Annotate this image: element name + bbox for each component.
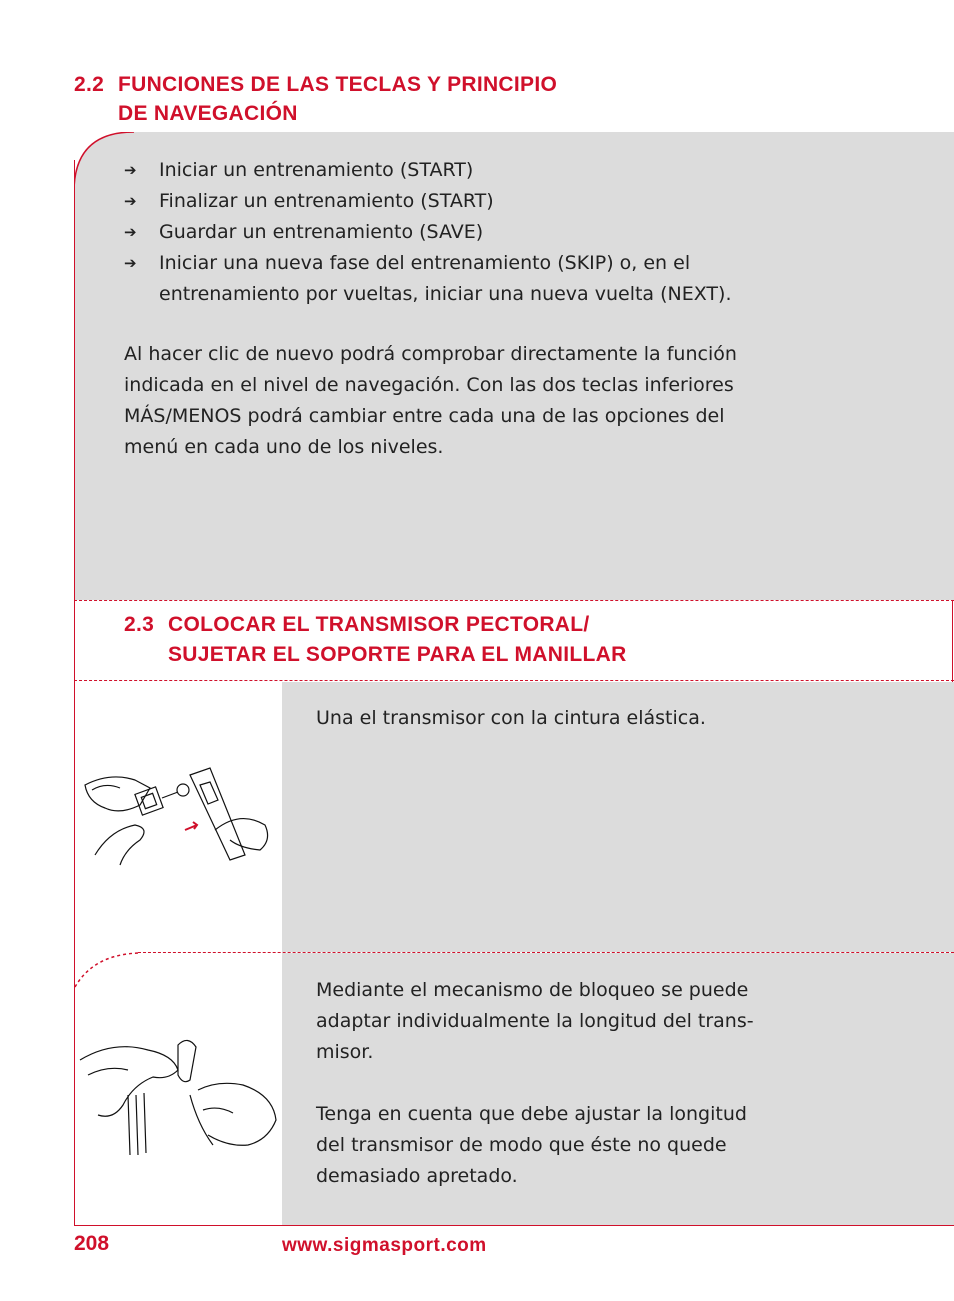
paragraph-line: Al hacer clic de nuevo podrá comprobar directamente la función xyxy=(124,343,737,365)
text-line: Mediante el mecanismo de bloqueo se puede xyxy=(316,979,749,1001)
page-bottom-line xyxy=(74,1225,954,1226)
bullet-list xyxy=(124,155,844,310)
paragraph-line: menú en cada uno de los niveles. xyxy=(124,436,444,458)
section-2-3-heading xyxy=(124,610,627,670)
arrow-right-icon: ➔ xyxy=(124,223,137,241)
section-title-line2: SUJETAR EL SOPORTE PARA EL MANILLAR xyxy=(168,643,627,666)
text-line: adaptar individualmente la longitud del trans- xyxy=(316,1010,754,1032)
dashed-divider xyxy=(74,600,954,601)
section-title-line1: FUNCIONES DE LAS TECLAS Y PRINCIPIO xyxy=(118,73,558,96)
paragraph-line: indicada en el nivel de navegación. Con las dos teclas inferiores xyxy=(124,374,734,396)
section-title-line1: COLOCAR EL TRANSMISOR PECTORAL/ xyxy=(168,613,590,636)
arrow-right-icon: ➔ xyxy=(124,161,137,179)
transmitter-belt-illustration xyxy=(80,760,280,870)
list-item xyxy=(124,155,844,186)
left-border-line xyxy=(74,160,75,1226)
paragraph-line: MÁS/MENOS podrá cambiar entre cada una de las opciones del xyxy=(124,405,725,427)
length-adjustment-illustration xyxy=(78,1035,283,1165)
list-item xyxy=(124,248,844,310)
right-border-line xyxy=(952,600,953,682)
bullet-text-line1: Iniciar una nueva fase del entrenamiento (SKIP) o, en el xyxy=(159,252,691,274)
text-line: Tenga en cuenta que debe ajustar la longitud xyxy=(316,1103,747,1125)
bullet-text: Guardar un entrenamiento (SAVE) xyxy=(159,221,484,243)
text-line: misor. xyxy=(316,1041,374,1063)
list-item xyxy=(124,217,844,248)
bullet-text-line2: entrenamiento por vueltas, iniciar una nueva vuelta (NEXT). xyxy=(159,283,732,305)
footer-url[interactable]: www.sigmasport.com xyxy=(282,1235,487,1256)
bullet-text xyxy=(159,248,732,310)
page-number: 208 xyxy=(74,1232,110,1255)
section-2-2-heading xyxy=(74,70,557,128)
section-number: 2.2 xyxy=(74,73,105,96)
bullet-text: Iniciar un entrenamiento (START) xyxy=(159,159,474,181)
step2-text xyxy=(316,975,816,1223)
arrow-right-icon: ➔ xyxy=(124,254,137,272)
text-line: demasiado apretado. xyxy=(316,1165,518,1187)
bullet-text: Finalizar un entrenamiento (START) xyxy=(159,190,494,212)
section-title-line2: DE NAVEGACIÓN xyxy=(118,102,298,125)
dashed-divider xyxy=(74,680,954,681)
section-number: 2.3 xyxy=(124,613,155,636)
list-item xyxy=(124,186,844,217)
dashed-corner-curve xyxy=(74,952,140,988)
text-line: del transmisor de modo que éste no quede xyxy=(316,1134,727,1156)
navigation-paragraph xyxy=(124,339,844,463)
step1-text: Una el transmisor con la cintura elástica. xyxy=(316,707,706,729)
arrow-right-icon: ➔ xyxy=(124,192,137,210)
